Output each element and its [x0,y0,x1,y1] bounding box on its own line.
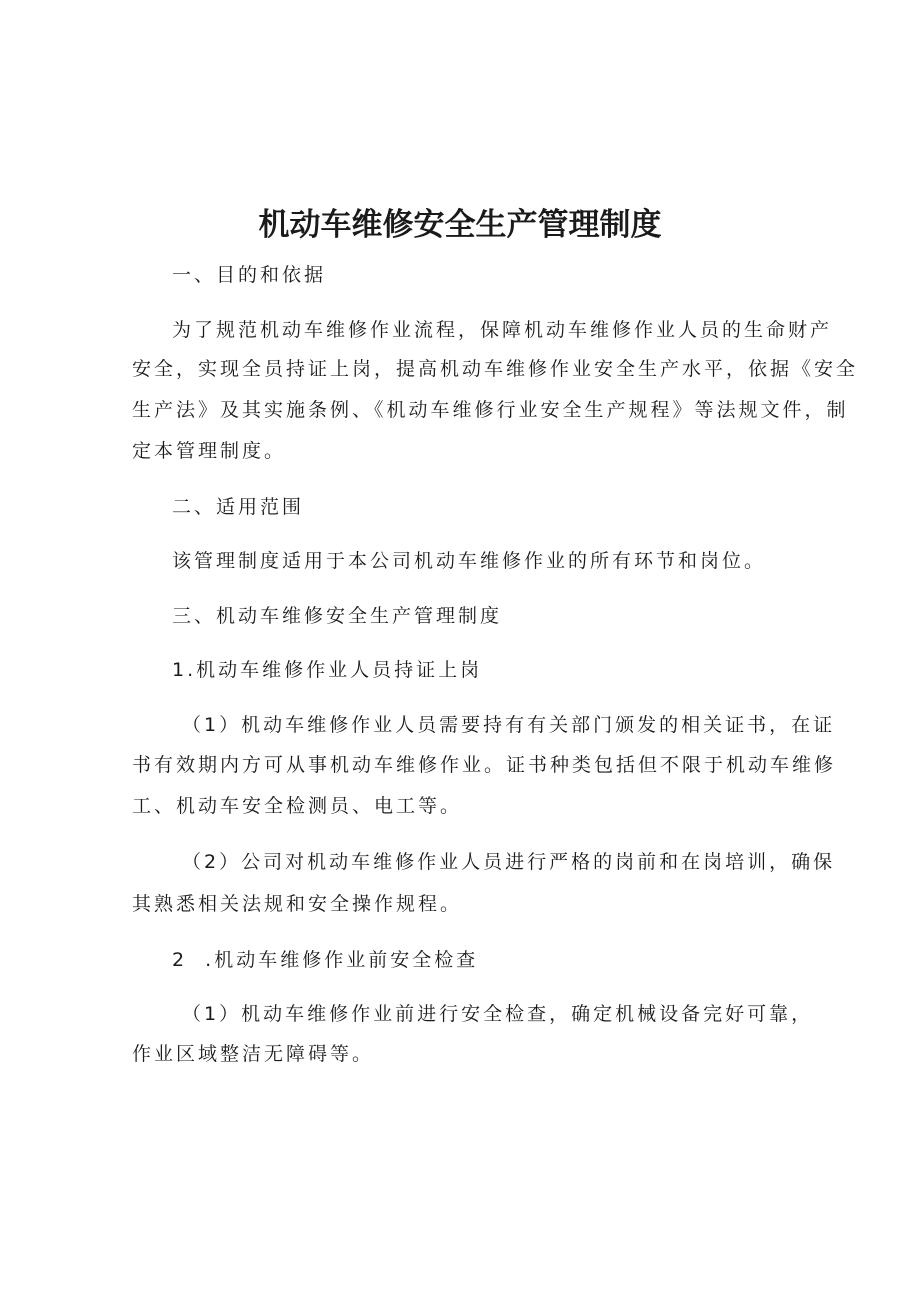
paragraph-line: 为了规范机动车维修作业流程，保障机动车维修作业人员的生命财产 [172,319,833,341]
paragraph-line: 书有效期内方可从事机动车维修作业。证书种类包括但不限于机动车维修 [132,754,837,776]
paragraph-line: 生产法》及其实施条例、《机动车维修行业安全生产规程》等法规文件，制 [132,399,849,421]
paragraph-line: 工、机动车安全检测员、电工等。 [132,795,463,817]
paragraph-line: 其熟悉相关法规和安全操作规程。 [132,893,463,915]
item-heading-inspection: 2 .机动车维修作业前安全检查 [172,949,479,971]
paragraph-line: （2）公司对机动车维修作业人员进行严格的岗前和在岗培训，确保 [182,851,836,873]
section-heading-scope: 二、适用范围 [172,496,305,518]
item-heading-certification: 1.机动车维修作业人员持证上岗 [172,659,483,681]
section-heading-rules: 三、机动车维修安全生产管理制度 [172,605,503,627]
paragraph-line: 该管理制度适用于本公司机动车维修作业的所有环节和岗位。 [172,550,767,572]
paragraph-line: （1）机动车维修作业前进行安全检查，确定机械设备完好可靠， [182,1003,814,1025]
paragraph-line: 定本管理制度。 [132,440,287,462]
document-title: 机动车维修安全生产管理制度 [258,207,662,243]
section-heading-purpose: 一、目的和依据 [172,264,327,286]
paragraph-line: 作业区域整洁无障碍等。 [132,1043,375,1065]
paragraph-line: （1）机动车维修作业人员需要持有有关部门颁发的相关证书，在证 [182,714,836,736]
paragraph-line: 安全，实现全员持证上岗，提高机动车维修作业安全生产水平，依据《安全 [132,358,859,380]
